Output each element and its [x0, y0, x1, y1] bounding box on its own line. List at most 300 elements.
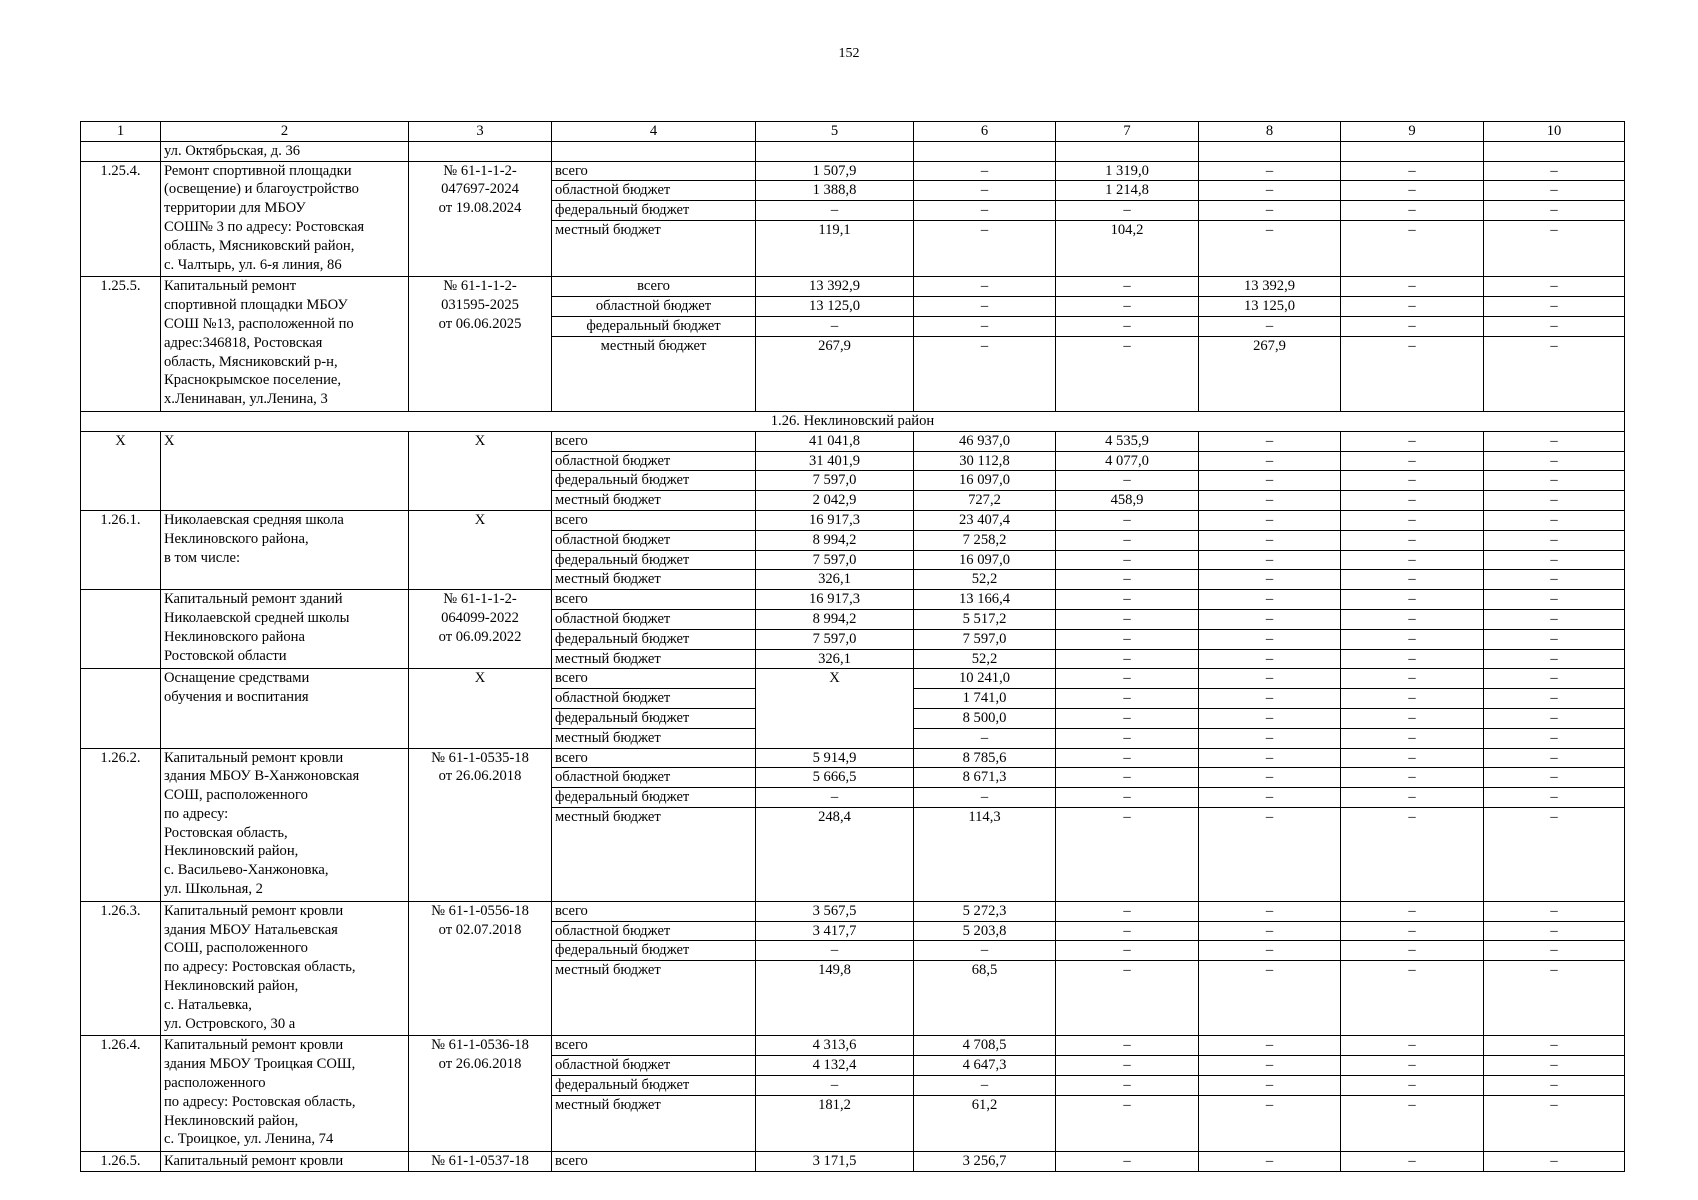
- value-col-6: 5 203,8: [914, 921, 1056, 941]
- value-col-5: 16 917,3: [756, 590, 914, 610]
- value-col-8: –: [1199, 1076, 1341, 1096]
- value-col-7: –: [1056, 1076, 1199, 1096]
- value-col-6: 16 097,0: [914, 471, 1056, 491]
- value-col-10: –: [1484, 689, 1625, 709]
- cell-line: Николаевской средней школы: [164, 609, 350, 626]
- value-col-9: –: [1341, 297, 1484, 317]
- cell-line: Ремонт спортивной площадки: [164, 162, 352, 179]
- value-col-8: 13 392,9: [1199, 277, 1341, 297]
- value-col-7: –: [1056, 336, 1199, 411]
- value-col-10: –: [1484, 570, 1625, 590]
- cell-line: Ростовская область,: [164, 824, 288, 841]
- value-col-5: 1 388,8: [756, 181, 914, 201]
- value-col-10: –: [1484, 316, 1625, 336]
- cell-line: расположенного: [164, 1075, 266, 1092]
- item-number: [81, 590, 161, 669]
- cell-line: № 61-1-1-2-: [443, 162, 517, 179]
- value-col-5: 13 125,0: [756, 297, 914, 317]
- value-col-6: –: [914, 220, 1056, 276]
- value-col-7: 4 535,9: [1056, 431, 1199, 451]
- value-col-9: –: [1341, 1152, 1484, 1172]
- value-col-9: –: [1341, 1056, 1484, 1076]
- value-col-6: –: [914, 728, 1056, 748]
- value-col-9: –: [1341, 550, 1484, 570]
- table-cell: [1341, 141, 1484, 161]
- cell-line: Капитальный ремонт зданий: [164, 591, 343, 608]
- cell-line: № 61-1-0535-18: [431, 749, 529, 766]
- cell-line: от 06.09.2022: [438, 628, 522, 645]
- value-col-7: –: [1056, 788, 1199, 808]
- budget-source: федеральный бюджет: [552, 471, 756, 491]
- table-cell: [914, 141, 1056, 161]
- value-col-10: –: [1484, 788, 1625, 808]
- value-col-7: –: [1056, 669, 1199, 689]
- value-col-10: –: [1484, 807, 1625, 901]
- value-col-9: –: [1341, 161, 1484, 181]
- cell-line: 031595-2025: [441, 297, 519, 314]
- value-col-8: –: [1199, 748, 1341, 768]
- value-col-6: –: [914, 316, 1056, 336]
- value-col-6: –: [914, 788, 1056, 808]
- value-col-10: –: [1484, 609, 1625, 629]
- budget-source: областной бюджет: [552, 451, 756, 471]
- cell-line: адрес:346818, Ростовская: [164, 334, 323, 351]
- value-col-9: –: [1341, 1095, 1484, 1151]
- budget-source: местный бюджет: [552, 961, 756, 1036]
- object-name: ул. Октябрьская, д. 36: [161, 141, 409, 161]
- budget-source: областной бюджет: [552, 530, 756, 550]
- value-col-9: –: [1341, 530, 1484, 550]
- cell-line: Неклиновского района,: [164, 530, 309, 547]
- table-cell: [409, 141, 552, 161]
- value-col-9: –: [1341, 181, 1484, 201]
- value-col-9: –: [1341, 201, 1484, 221]
- budget-source: всего: [552, 669, 756, 689]
- value-col-6: 68,5: [914, 961, 1056, 1036]
- object-name: [161, 277, 409, 412]
- value-col-7: –: [1056, 728, 1199, 748]
- value-col-5: 3 567,5: [756, 901, 914, 921]
- value-col-5: 2 042,9: [756, 491, 914, 511]
- value-col-7: –: [1056, 550, 1199, 570]
- value-col-5: –: [756, 788, 914, 808]
- cell-line: Капитальный ремонт кровли: [164, 1037, 344, 1054]
- column-header-6: 6: [914, 122, 1056, 142]
- value-col-7: –: [1056, 471, 1199, 491]
- budget-source: местный бюджет: [552, 570, 756, 590]
- value-col-5: 16 917,3: [756, 510, 914, 530]
- value-col-8: –: [1199, 491, 1341, 511]
- cell-line: от 26.06.2018: [438, 1056, 522, 1073]
- value-col-6: 52,2: [914, 570, 1056, 590]
- object-name: [161, 1036, 409, 1152]
- value-col-6: 61,2: [914, 1095, 1056, 1151]
- item-number: 1.26.2.: [81, 748, 161, 901]
- value-col-8: –: [1199, 316, 1341, 336]
- value-col-9: –: [1341, 941, 1484, 961]
- document-ref: [409, 431, 552, 510]
- value-col-8: –: [1199, 629, 1341, 649]
- table-cell: [81, 141, 161, 161]
- budget-source: всего: [552, 510, 756, 530]
- value-col-10: –: [1484, 669, 1625, 689]
- value-col-7: –: [1056, 629, 1199, 649]
- value-col-8: –: [1199, 708, 1341, 728]
- document-ref: [409, 669, 552, 748]
- object-name: [161, 161, 409, 277]
- item-number: 1.25.4.: [81, 161, 161, 277]
- value-col-10: –: [1484, 768, 1625, 788]
- value-col-5: 5 666,5: [756, 768, 914, 788]
- cell-line: Неклиновский район,: [164, 1112, 299, 1129]
- value-col-8: –: [1199, 550, 1341, 570]
- value-col-9: –: [1341, 728, 1484, 748]
- section-title: 1.26. Неклиновский район: [81, 411, 1625, 431]
- value-col-5: 181,2: [756, 1095, 914, 1151]
- cell-line: Капитальный ремонт кровли: [164, 1153, 344, 1170]
- cell-line: 047697-2024: [441, 181, 519, 198]
- cell-line: по адресу:: [164, 805, 229, 822]
- value-col-5: 248,4: [756, 807, 914, 901]
- value-col-5: 41 041,8: [756, 431, 914, 451]
- cell-line: № 61-1-1-2-: [443, 278, 517, 295]
- object-name: [161, 901, 409, 1036]
- value-col-10: –: [1484, 901, 1625, 921]
- table-cell: [1199, 141, 1341, 161]
- value-col-7: –: [1056, 510, 1199, 530]
- cell-line: от 06.06.2025: [438, 315, 522, 332]
- document-ref: [409, 1036, 552, 1152]
- value-col-9: –: [1341, 431, 1484, 451]
- budget-source: местный бюджет: [552, 336, 756, 411]
- value-col-7: 458,9: [1056, 491, 1199, 511]
- table-cell: [1056, 141, 1199, 161]
- value-col-6: 3 256,7: [914, 1152, 1056, 1172]
- value-col-7: –: [1056, 901, 1199, 921]
- budget-source: всего: [552, 590, 756, 610]
- page-number: 152: [838, 46, 860, 61]
- value-col-8: 267,9: [1199, 336, 1341, 411]
- object-name: [161, 748, 409, 901]
- cell-line: СОШ, расположенного: [164, 787, 308, 804]
- cell-line: № 61-1-1-2-: [443, 591, 517, 608]
- item-number: 1.25.5.: [81, 277, 161, 412]
- value-col-8: –: [1199, 728, 1341, 748]
- document-ref: [409, 161, 552, 277]
- document-ref: [409, 590, 552, 669]
- value-col-5: –: [756, 1076, 914, 1096]
- object-name: [161, 669, 409, 748]
- value-col-5: 326,1: [756, 649, 914, 669]
- value-col-6: 13 166,4: [914, 590, 1056, 610]
- table-cell: [552, 141, 756, 161]
- cell-line: Х: [474, 670, 486, 687]
- cell-line: с. Чалтырь, ул. 6-я линия, 86: [164, 256, 342, 273]
- cell-line: здания МБОУ Натальевская: [164, 921, 338, 938]
- budget-source: всего: [552, 277, 756, 297]
- budget-source: областной бюджет: [552, 609, 756, 629]
- value-col-7: –: [1056, 649, 1199, 669]
- cell-line: СОШ, расположенного: [164, 940, 308, 957]
- value-col-5: 3 417,7: [756, 921, 914, 941]
- value-col-8: –: [1199, 451, 1341, 471]
- value-col-10: –: [1484, 220, 1625, 276]
- cell-line: № 61-1-0537-18: [431, 1153, 529, 1170]
- value-col-8: –: [1199, 570, 1341, 590]
- budget-source: местный бюджет: [552, 649, 756, 669]
- value-col-8: 13 125,0: [1199, 297, 1341, 317]
- value-col-5: 13 392,9: [756, 277, 914, 297]
- budget-source: местный бюджет: [552, 491, 756, 511]
- value-col-6: –: [914, 161, 1056, 181]
- cell-line: Краснокрымское поселение,: [164, 372, 342, 389]
- value-col-9: –: [1341, 689, 1484, 709]
- object-name: [161, 431, 409, 510]
- value-col-10: –: [1484, 431, 1625, 451]
- value-col-10: –: [1484, 728, 1625, 748]
- table-row: [81, 1036, 1625, 1056]
- value-col-6: 727,2: [914, 491, 1056, 511]
- value-col-5: 7 597,0: [756, 550, 914, 570]
- table-row: [81, 590, 1625, 610]
- budget-source: федеральный бюджет: [552, 941, 756, 961]
- column-header-10: 10: [1484, 122, 1625, 142]
- value-col-7: –: [1056, 941, 1199, 961]
- value-col-9: –: [1341, 788, 1484, 808]
- value-col-8: –: [1199, 181, 1341, 201]
- value-col-8: –: [1199, 807, 1341, 901]
- value-col-9: –: [1341, 649, 1484, 669]
- cell-line: Х: [164, 432, 175, 449]
- value-col-9: –: [1341, 590, 1484, 610]
- value-col-10: –: [1484, 590, 1625, 610]
- value-col-10: –: [1484, 921, 1625, 941]
- value-col-8: –: [1199, 788, 1341, 808]
- value-col-10: –: [1484, 941, 1625, 961]
- value-col-10: –: [1484, 297, 1625, 317]
- value-col-10: –: [1484, 181, 1625, 201]
- document-ref: [409, 901, 552, 1036]
- value-col-5: –: [756, 201, 914, 221]
- value-col-9: –: [1341, 609, 1484, 629]
- table-row: [81, 431, 1625, 451]
- value-col-5: 8 994,2: [756, 609, 914, 629]
- table-row: [81, 161, 1625, 181]
- object-name: [161, 590, 409, 669]
- value-col-7: 104,2: [1056, 220, 1199, 276]
- budget-source: всего: [552, 901, 756, 921]
- value-col-10: –: [1484, 1095, 1625, 1151]
- value-col-7: –: [1056, 277, 1199, 297]
- cell-line: № 61-1-0536-18: [431, 1037, 529, 1054]
- value-col-8: –: [1199, 768, 1341, 788]
- document-ref: [409, 277, 552, 412]
- value-col-7: –: [1056, 1152, 1199, 1172]
- value-col-8: –: [1199, 941, 1341, 961]
- value-col-8: –: [1199, 530, 1341, 550]
- item-number: 1.26.1.: [81, 510, 161, 589]
- value-col-8: –: [1199, 609, 1341, 629]
- value-col-5: 5 914,9: [756, 748, 914, 768]
- value-col-10: –: [1484, 530, 1625, 550]
- value-col-9: –: [1341, 629, 1484, 649]
- budget-source: областной бюджет: [552, 768, 756, 788]
- value-col-9: –: [1341, 921, 1484, 941]
- document-ref: [409, 510, 552, 589]
- cell-line: Неклиновский район,: [164, 843, 299, 860]
- value-col-8: –: [1199, 1036, 1341, 1056]
- table-row: [81, 748, 1625, 768]
- value-col-9: –: [1341, 901, 1484, 921]
- table-cell: [756, 141, 914, 161]
- budget-source: федеральный бюджет: [552, 1076, 756, 1096]
- value-col-9: –: [1341, 277, 1484, 297]
- table-row: [81, 901, 1625, 921]
- cell-line: область, Мясниковский р-н,: [164, 353, 338, 370]
- value-col-10: –: [1484, 451, 1625, 471]
- budget-source: всего: [552, 1036, 756, 1056]
- value-col-7: 1 214,8: [1056, 181, 1199, 201]
- cell-line: Ростовской области: [164, 647, 287, 664]
- value-col-7: –: [1056, 689, 1199, 709]
- cell-line: с. Троицкое, ул. Ленина, 74: [164, 1131, 334, 1148]
- cell-line: здания МБОУ В-Ханжоновская: [164, 768, 360, 785]
- budget-source: областной бюджет: [552, 689, 756, 709]
- value-col-5: 267,9: [756, 336, 914, 411]
- value-col-8: –: [1199, 649, 1341, 669]
- cell-line: Капитальный ремонт кровли: [164, 902, 344, 919]
- table-row: [81, 669, 1625, 689]
- value-col-5: 31 401,9: [756, 451, 914, 471]
- cell-line: область, Мясниковский район,: [164, 237, 355, 254]
- cell-line: с. Натальевка,: [164, 996, 252, 1013]
- value-col-9: –: [1341, 961, 1484, 1036]
- value-col-6: –: [914, 941, 1056, 961]
- value-col-7: –: [1056, 961, 1199, 1036]
- value-col-9: –: [1341, 748, 1484, 768]
- value-col-9: –: [1341, 768, 1484, 788]
- value-col-8: –: [1199, 471, 1341, 491]
- value-col-6: 52,2: [914, 649, 1056, 669]
- cell-line: (освещение) и благоустройство: [164, 181, 359, 198]
- value-col-6: 10 241,0: [914, 669, 1056, 689]
- header-row: [81, 122, 1625, 142]
- value-col-5: 7 597,0: [756, 629, 914, 649]
- cell-line: территории для МБОУ: [164, 200, 306, 217]
- value-col-6: 5 272,3: [914, 901, 1056, 921]
- value-col-7: –: [1056, 530, 1199, 550]
- value-col-6: 114,3: [914, 807, 1056, 901]
- value-col-6: 5 517,2: [914, 609, 1056, 629]
- value-col-10: –: [1484, 1076, 1625, 1096]
- value-col-7: –: [1056, 297, 1199, 317]
- cell-line: ул. Островского, 30 а: [164, 1015, 296, 1032]
- value-col-9: –: [1341, 1076, 1484, 1096]
- value-col-7: –: [1056, 590, 1199, 610]
- value-col-10: –: [1484, 510, 1625, 530]
- cell-line: обучения и воспитания: [164, 689, 309, 706]
- value-col-5: 1 507,9: [756, 161, 914, 181]
- value-col-8: –: [1199, 161, 1341, 181]
- value-col-5: –: [756, 316, 914, 336]
- budget-source: всего: [552, 1152, 756, 1172]
- cell-line: СОШ№ 3 по адресу: Ростовская: [164, 218, 365, 235]
- value-col-8: –: [1199, 590, 1341, 610]
- value-col-8: –: [1199, 669, 1341, 689]
- value-col-8: –: [1199, 431, 1341, 451]
- value-col-7: –: [1056, 316, 1199, 336]
- value-col-5: Х: [756, 669, 914, 748]
- budget-source: всего: [552, 161, 756, 181]
- value-col-7: –: [1056, 807, 1199, 901]
- value-col-9: –: [1341, 220, 1484, 276]
- value-col-7: –: [1056, 609, 1199, 629]
- value-col-6: 1 741,0: [914, 689, 1056, 709]
- cell-line: с. Васильево-Ханжоновка,: [164, 862, 329, 879]
- value-col-10: –: [1484, 629, 1625, 649]
- value-col-10: –: [1484, 1152, 1625, 1172]
- column-header-2: 2: [161, 122, 409, 142]
- budget-source: областной бюджет: [552, 921, 756, 941]
- value-col-6: –: [914, 201, 1056, 221]
- cell-line: Капитальный ремонт: [164, 278, 297, 295]
- cell-line: № 61-1-0556-18: [431, 902, 529, 919]
- item-number: [81, 669, 161, 748]
- cell-line: от 19.08.2024: [438, 200, 522, 217]
- value-col-10: –: [1484, 649, 1625, 669]
- value-col-7: 1 319,0: [1056, 161, 1199, 181]
- value-col-10: –: [1484, 550, 1625, 570]
- cell-line: спортивной площадки МБОУ: [164, 297, 348, 314]
- column-header-9: 9: [1341, 122, 1484, 142]
- value-col-7: –: [1056, 768, 1199, 788]
- value-col-6: 46 937,0: [914, 431, 1056, 451]
- value-col-8: –: [1199, 220, 1341, 276]
- value-col-9: –: [1341, 316, 1484, 336]
- value-col-10: –: [1484, 1056, 1625, 1076]
- budget-source: местный бюджет: [552, 728, 756, 748]
- column-header-1: 1: [81, 122, 161, 142]
- value-col-6: –: [914, 297, 1056, 317]
- value-col-5: 119,1: [756, 220, 914, 276]
- item-number: 1.26.3.: [81, 901, 161, 1036]
- cell-line: Оснащение средствами: [164, 670, 310, 687]
- budget-source: областной бюджет: [552, 297, 756, 317]
- value-col-5: 7 597,0: [756, 471, 914, 491]
- value-col-7: –: [1056, 748, 1199, 768]
- value-col-7: –: [1056, 201, 1199, 221]
- cell-line: от 02.07.2018: [438, 921, 522, 938]
- value-col-8: –: [1199, 921, 1341, 941]
- value-col-7: –: [1056, 570, 1199, 590]
- cell-line: в том числе:: [164, 549, 241, 566]
- value-col-10: –: [1484, 471, 1625, 491]
- value-col-6: 16 097,0: [914, 550, 1056, 570]
- cell-line: ул. Школьная, 2: [164, 881, 263, 898]
- budget-source: местный бюджет: [552, 807, 756, 901]
- budget-source: федеральный бюджет: [552, 629, 756, 649]
- value-col-9: –: [1341, 491, 1484, 511]
- column-header-3: 3: [409, 122, 552, 142]
- value-col-8: –: [1199, 1152, 1341, 1172]
- value-col-6: –: [914, 181, 1056, 201]
- value-col-10: –: [1484, 708, 1625, 728]
- budget-source: местный бюджет: [552, 1095, 756, 1151]
- value-col-7: 4 077,0: [1056, 451, 1199, 471]
- budget-source: местный бюджет: [552, 220, 756, 276]
- value-col-6: 23 407,4: [914, 510, 1056, 530]
- table-row: [81, 510, 1625, 530]
